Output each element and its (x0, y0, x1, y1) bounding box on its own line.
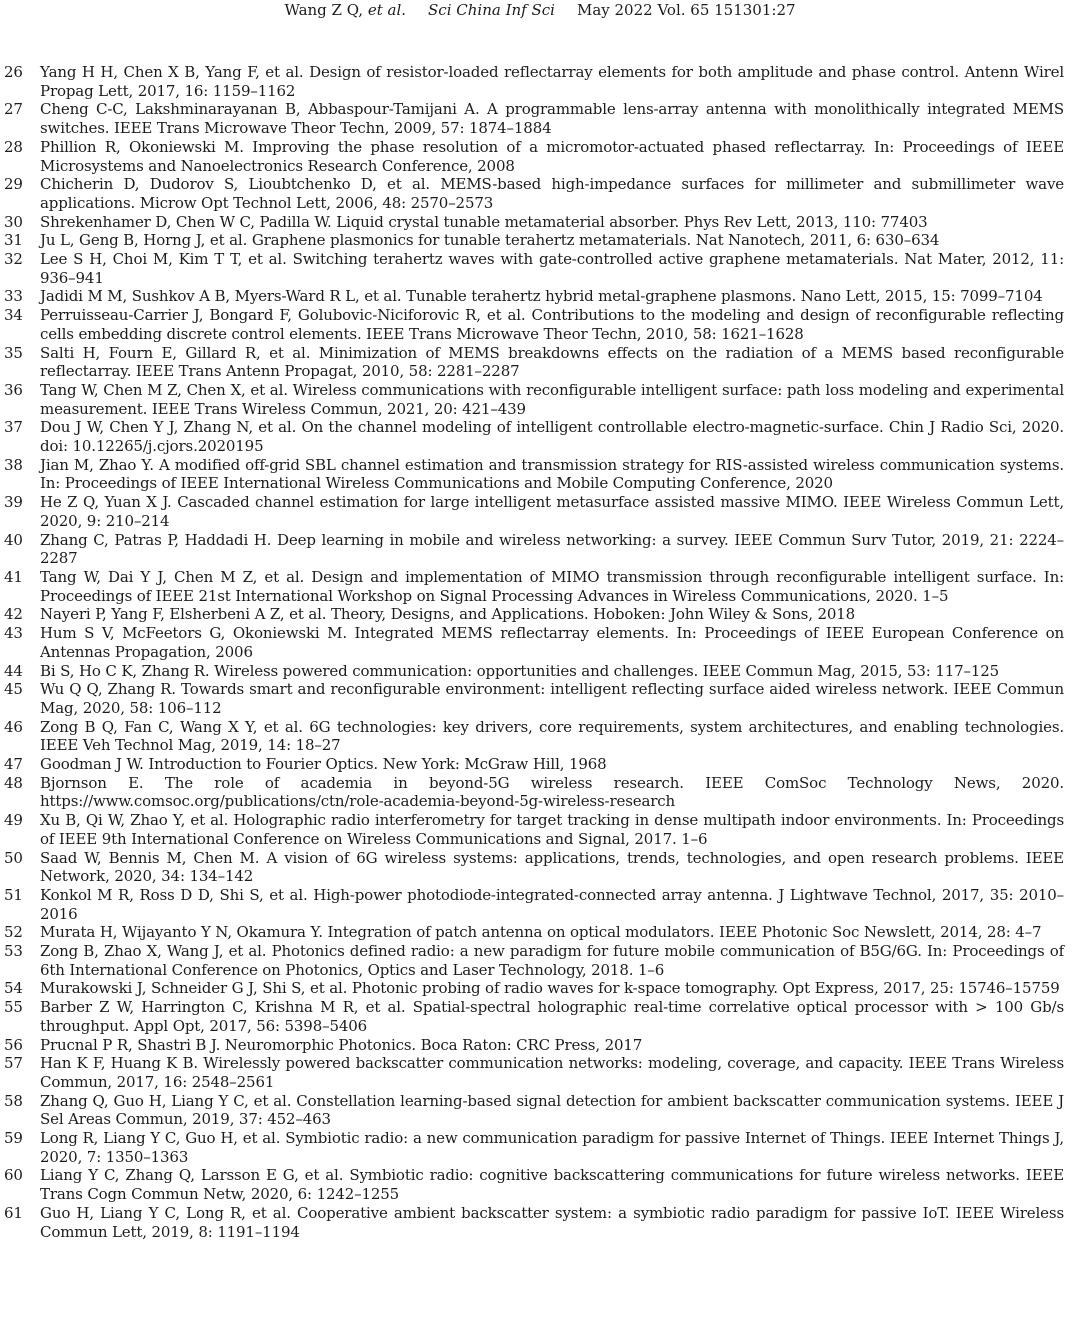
reference-item (0, 306, 1080, 343)
reference-text: Nayeri P, Yang F, Elsherbeni A Z, et al. Theory, Designs, and Applications. Hoboken: John Wiley & Sons, 2018 (40, 605, 856, 624)
reference-number: 49 (4, 811, 23, 830)
reference-item (0, 662, 1080, 681)
reference-text: Saad W, Bennis M, Chen M. A vision of 6G wireless systems: applications, trends, technologies, and open research problems. IEEE Network, 2020, 34: 134–142 (40, 848, 1064, 886)
reference-item (0, 1204, 1080, 1241)
reference-number: 30 (4, 212, 23, 231)
reference-item (0, 1036, 1080, 1055)
reference-text: Jadidi M M, Sushkov A B, Myers-Ward R L, et al. Tunable terahertz hybrid metal-graphene plasmons. Nano Lett, 2015, 15: 7099–7104 (40, 287, 1043, 306)
reference-text: Lee S H, Choi M, Kim T T, et al. Switching terahertz waves with gate-controlled active graphene metamaterials. Nat Mater, 2012, 11: 936–941 (40, 250, 1064, 287)
reference-text: Zong B, Zhao X, Wang J, et al. Photonics defined radio: a new paradigm for future mobile communication of B5G/6G. In: Proceedings of 6th International Conference on Photonics, Optics and Laser Technology, 2018. 1–6 (40, 942, 1064, 979)
reference-number: 44 (4, 661, 23, 680)
header-etal: et al. (367, 1, 407, 19)
reference-item (0, 531, 1080, 568)
reference-text: Hum S V, McFeetors G, Okoniewski M. Integrated MEMS reflectarray elements. In: Proceedings of IEEE European Conference on Antennas Propagation, 2006 (40, 624, 1064, 661)
reference-item (0, 418, 1080, 455)
reference-item (0, 811, 1080, 848)
reference-text: Goodman J W. Introduction to Fourier Optics. New York: McGraw Hill, 1968 (40, 755, 607, 774)
reference-number: 38 (4, 455, 23, 474)
reference-number: 41 (4, 567, 23, 586)
reference-number: 61 (4, 1203, 23, 1222)
reference-item (0, 886, 1080, 923)
reference-text: Wu Q Q, Zhang R. Towards smart and reconfigurable environment: intelligent reflecting surface aided wireless network. IEEE Commun Mag, 2020, 58: 106–112 (40, 680, 1064, 717)
reference-item (0, 998, 1080, 1035)
reference-number: 29 (4, 175, 23, 194)
reference-number: 52 (4, 923, 23, 942)
reference-text: Murakowski J, Schneider G J, Shi S, et al. Photonic probing of radio waves for k-space tomography. Opt Express, 2017, 25: 15746–15759 (40, 979, 1060, 998)
reference-number: 35 (4, 343, 23, 362)
reference-number: 36 (4, 380, 23, 399)
reference-number: 58 (4, 1091, 23, 1110)
reference-number: 47 (4, 755, 23, 774)
reference-item (0, 493, 1080, 530)
reference-item (0, 100, 1080, 137)
reference-text: Bi S, Ho C K, Zhang R. Wireless powered communication: opportunities and challenges. IEEE Commun Mag, 2015, 53: 117–125 (40, 661, 1000, 680)
reference-number: 55 (4, 998, 23, 1017)
reference-item (0, 718, 1080, 755)
reference-text: Phillion R, Okoniewski M. Improving the phase resolution of a micromotor-actuated phased reflectarray. In: Proceedings of IEEE Microsystems and Nanoelectronics Research Conference, 2008 (40, 137, 1064, 175)
reference-number: 37 (4, 418, 23, 437)
reference-item (0, 774, 1080, 811)
reference-item (0, 605, 1080, 624)
reference-text: Tang W, Dai Y J, Chen M Z, et al. Design and implementation of MIMO transmission through reconfigurable intelligent surface. In: Proceedings of IEEE 21st International Workshop on Signal Processing Advances in Wireless Communications, 2020. 1–5 (40, 567, 1064, 605)
reference-text: Han K F, Huang K B. Wirelessly powered backscatter communication networks: modeling, coverage, and capacity. IEEE Trans Wireless Commun, 2017, 16: 2548–2561 (40, 1054, 1064, 1091)
reference-text: Prucnal P R, Shastri B J. Neuromorphic Photonics. Boca Raton: CRC Press, 2017 (40, 1035, 643, 1054)
reference-item (0, 923, 1080, 942)
reference-item (0, 213, 1080, 232)
running-header (0, 0, 1080, 22)
reference-item (0, 979, 1080, 998)
reference-item (0, 250, 1080, 287)
reference-number: 60 (4, 1166, 23, 1185)
reference-text: Zong B Q, Fan C, Wang X Y, et al. 6G technologies: key drivers, core requirements, system architectures, and enabling technologies. IEEE Veh Technol Mag, 2019, 14: 18–27 (40, 717, 1064, 755)
reference-item (0, 231, 1080, 250)
reference-text: Zhang Q, Guo H, Liang Y C, et al. Constellation learning-based signal detection for ambient backscatter communication systems. IEEE J Sel Areas Commun, 2019, 37: 452–463 (40, 1091, 1064, 1129)
reference-text: He Z Q, Yuan X J. Cascaded channel estimation for large intelligent metasurface assisted massive MIMO. IEEE Wireless Commun Lett, 2020, 9: 210–214 (40, 493, 1064, 530)
reference-text: Xu B, Qi W, Zhao Y, et al. Holographic radio interferometry for target tracking in dense multipath indoor environments. In: Proceedings of IEEE 9th International Conference on Wireless Communications and Signal, 2017. 1–6 (40, 811, 1064, 848)
reference-item (0, 1054, 1080, 1091)
header-journal: Sci China Inf Sci (428, 1, 555, 19)
reference-item (0, 63, 1080, 100)
reference-text: Zhang C, Patras P, Haddadi H. Deep learning in mobile and wireless networking: a survey. IEEE Commun Surv Tutor, 2019, 21: 2224–2287 (40, 530, 1064, 568)
reference-number: 54 (4, 979, 23, 998)
reference-item (0, 942, 1080, 979)
reference-text: Long R, Liang Y C, Guo H, et al. Symbiotic radio: a new communication paradigm for passive Internet of Things. IEEE Internet Things J, 2020, 7: 1350–1363 (40, 1129, 1064, 1166)
reference-item (0, 568, 1080, 605)
reference-number: 39 (4, 493, 23, 512)
reference-item (0, 287, 1080, 306)
reference-number: 51 (4, 885, 23, 904)
reference-number: 27 (4, 100, 23, 119)
reference-list (0, 63, 1080, 1241)
reference-text: Dou J W, Chen Y J, Zhang N, et al. On the channel modeling of intelligent controllable electro-magnetic-surface. Chin J Radio Sci, 2020. doi: 10.12265/j.cjors.2020195 (40, 418, 1064, 456)
reference-number: 32 (4, 250, 23, 269)
reference-number: 33 (4, 287, 23, 306)
reference-number: 40 (4, 530, 23, 549)
reference-number: 43 (4, 624, 23, 643)
reference-item (0, 344, 1080, 381)
reference-number: 45 (4, 680, 23, 699)
reference-number: 50 (4, 848, 23, 867)
reference-text: Yang H H, Chen X B, Yang F, et al. Design of resistor-loaded reflectarray elements for both amplitude and phase control. Antenn Wirel Propag Lett, 2017, 16: 1159–1162 (40, 63, 1064, 100)
reference-number: 42 (4, 605, 23, 624)
reference-item (0, 624, 1080, 661)
reference-text: Barber Z W, Harrington C, Krishna M R, et al. Spatial-spectral holographic real-time correlative optical processor with > 100 Gb/s throughput. Appl Opt, 2017, 56: 5398–5406 (40, 998, 1064, 1035)
reference-number: 57 (4, 1054, 23, 1073)
reference-number: 53 (4, 942, 23, 961)
reference-item (0, 680, 1080, 717)
reference-item (0, 175, 1080, 212)
reference-number: 34 (4, 306, 23, 325)
reference-item (0, 1166, 1080, 1203)
header-authors: Wang Z Q, (284, 1, 364, 19)
reference-text: Konkol M R, Ross D D, Shi S, et al. High-power photodiode-integrated-connected array antenna. J Lightwave Technol, 2017, 35: 2010–2016 (40, 885, 1064, 923)
reference-number: 46 (4, 717, 23, 736)
reference-item (0, 849, 1080, 886)
reference-text: Salti H, Fourn E, Gillard R, et al. Minimization of MEMS breakdowns effects on the radiation of a MEMS based reconfigurable reflectarray. IEEE Trans Antenn Propagat, 2010, 58: 2281–2287 (40, 343, 1064, 381)
reference-text: Ju L, Geng B, Horng J, et al. Graphene plasmonics for tunable terahertz metamaterials. Nat Nanotech, 2011, 6: 630–634 (40, 231, 940, 250)
reference-number: 31 (4, 231, 23, 250)
reference-number: 48 (4, 773, 23, 792)
reference-item (0, 138, 1080, 175)
reference-number: 56 (4, 1035, 23, 1054)
reference-text: Tang W, Chen M Z, Chen X, et al. Wireless communications with reconfigurable intelligent surface: path loss modeling and experimental measurement. IEEE Trans Wireless Commun, 2021, 20: 421–439 (40, 380, 1064, 418)
reference-text: Chicherin D, Dudorov S, Lioubtchenko D, et al. MEMS-based high-impedance surfaces for millimeter and submillimeter wave applications. Microw Opt Technol Lett, 2006, 48: 2570–2573 (40, 175, 1064, 212)
header-issue: May 2022 Vol. 65 151301:27 (576, 1, 796, 19)
reference-item (0, 755, 1080, 774)
reference-item (0, 381, 1080, 418)
reference-item (0, 1092, 1080, 1129)
reference-text: Cheng C-C, Lakshminarayanan B, Abbaspour-Tamijani A. A programmable lens-array antenna with monolithically integrated MEMS switches. IEEE Trans Microwave Theor Techn, 2009, 57: 1874–1884 (40, 100, 1064, 138)
reference-text: Shrekenhamer D, Chen W C, Padilla W. Liquid crystal tunable metamaterial absorber. Phys Rev Lett, 2013, 110: 77403 (40, 212, 928, 231)
reference-text: Murata H, Wijayanto Y N, Okamura Y. Integration of patch antenna on optical modulators. IEEE Photonic Soc Newslett, 2014, 28: 4–7 (40, 923, 1042, 942)
reference-text: Guo H, Liang Y C, Long R, et al. Cooperative ambient backscatter system: a symbiotic radio paradigm for passive IoT. IEEE Wireless Commun Lett, 2019, 8: 1191–1194 (40, 1203, 1064, 1241)
reference-item (0, 456, 1080, 493)
reference-text: Perruisseau-Carrier J, Bongard F, Golubovic-Niciforovic R, et al. Contributions to the modeling and design of reconfigurable reflecting cells embedding discrete control elements. IEEE Trans Microwave Theor Techn, 2010, 58: 1621–1628 (40, 306, 1064, 343)
reference-text: Jian M, Zhao Y. A modified off-grid SBL channel estimation and transmission strategy for RIS-assisted wireless communication systems. In: Proceedings of IEEE International Wireless Communications and Mobile Computing Conference, 2020 (40, 455, 1064, 493)
reference-number: 59 (4, 1129, 23, 1148)
reference-number: 28 (4, 137, 23, 156)
reference-text: Liang Y C, Zhang Q, Larsson E G, et al. Symbiotic radio: cognitive backscattering communications for future wireless networks. IEEE Trans Cogn Commun Netw, 2020, 6: 1242–1255 (40, 1166, 1064, 1204)
reference-item (0, 1129, 1080, 1166)
reference-text: Bjornson E. The role of academia in beyond-5G wireless research. IEEE ComSoc Technology News, 2020. https://www.comsoc.org/publications/ctn/role-academia-beyond-5g-wireless-research (40, 773, 1064, 811)
reference-number: 26 (4, 63, 23, 81)
